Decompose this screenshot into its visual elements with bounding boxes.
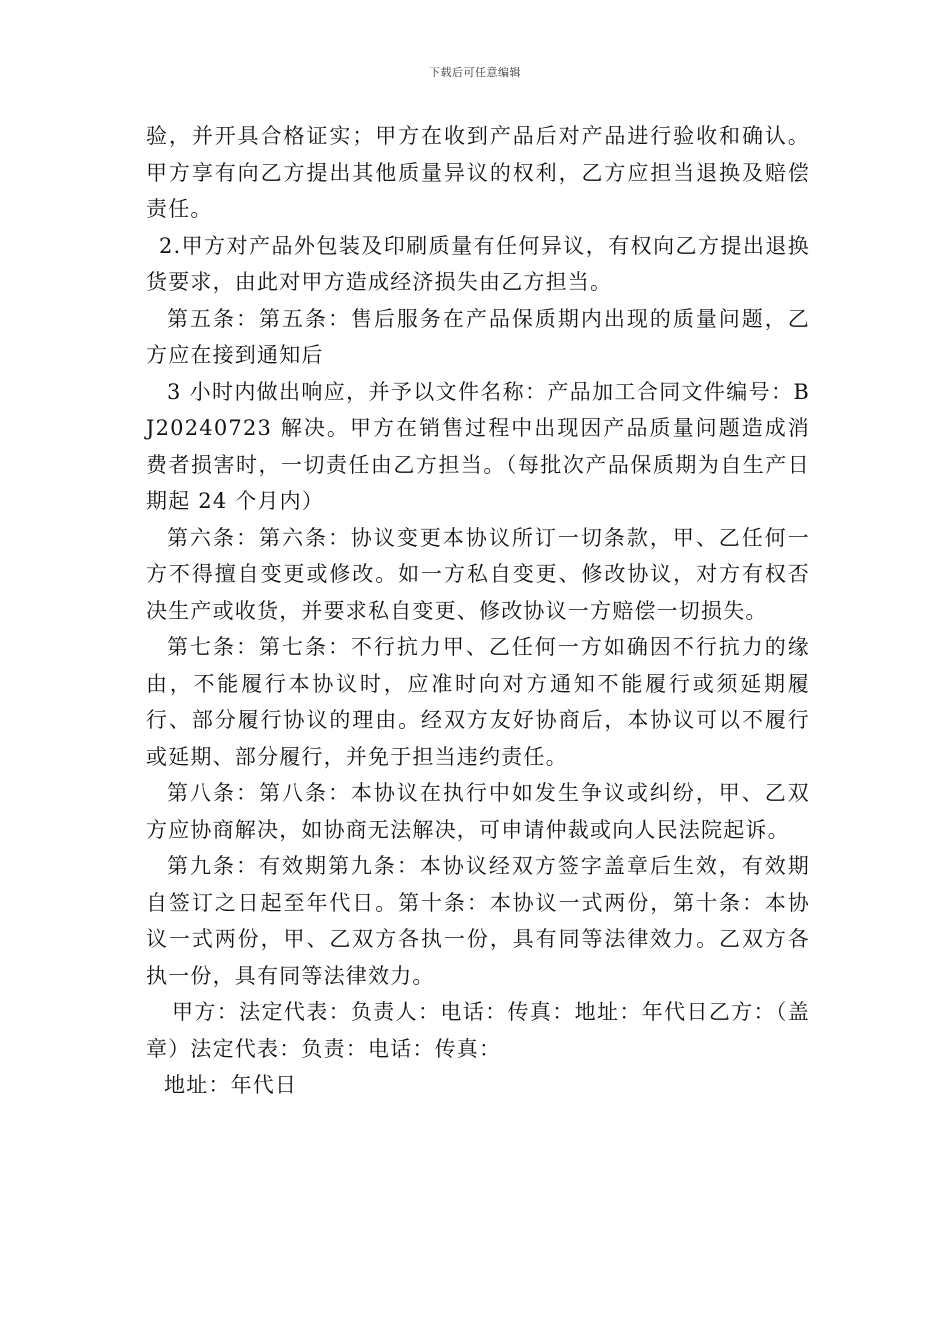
paragraph-article-9-10: 第九条：有效期第九条：本协议经双方签字盖章后生效，有效期自签订之日起至年代日。第十条：本协议一式两份，第十条：本协议一式两份，甲、乙双方各执一份，具有同等法律效力。乙双方各执一份，具有同等法律效力。 [146, 854, 810, 988]
paragraph-article-5: 第五条：第五条：售后服务在产品保质期内出现的质量问题，乙方应在接到通知后 [146, 306, 810, 367]
paragraph-article-7: 第七条：第七条：不行抗力甲、乙任何一方如确因不行抗力的缘由，不能履行本协议时，应准时向对方通知不能履行或须延期履行、部分履行协议的理由。经双方友好协商后，本协议可以不履行或延期、部分履行，并免于担当违约责任。 [146, 635, 810, 769]
paragraph-packaging-objection: 2.甲方对产品外包装及印刷质量有任何异议，有权向乙方提出退换货要求，由此对甲方造成经济损失由乙方担当。 [146, 233, 810, 294]
paragraph-article-8: 第八条：第八条：本协议在执行中如发生争议或纠纷，甲、乙双方应协商解决，如协商无法解决，可申请仲裁或向人民法院起诉。 [146, 781, 810, 842]
page-header-note: 下载后可任意编辑 [429, 66, 521, 79]
paragraph-article-6: 第六条：第六条：协议变更本协议所订一切条款，甲、乙任何一方不得擅自变更或修改。如一方私自变更、修改协议，对方有权否决生产或收货，并要求私自变更、修改协议一方赔偿一切损失。 [146, 525, 810, 623]
paragraph-inspection-clause: 验，并开具合格证实；甲方在收到产品后对产品进行验收和确认。甲方享有向乙方提出其他质量异议的权利，乙方应担当退换及赔偿责任。 [146, 124, 810, 221]
contract-body [146, 118, 810, 1104]
paragraph-response-time: 3 小时内做出响应，并予以文件名称：产品加工合同文件编号：BJ20240723 解决。甲方在销售过程中出现因产品质量问题造成消费者损害时，一切责任由乙方担当。（每批次产品保质期为自生产日期起 24 个月内） [146, 379, 810, 513]
paragraph-address-date: 地址：年代日 [164, 1073, 298, 1097]
paragraph-signatures: 甲方：法定代表：负责人：电话：传真：地址：年代日乙方：（盖章）法定代表：负责：电话：传真： [146, 1000, 810, 1061]
